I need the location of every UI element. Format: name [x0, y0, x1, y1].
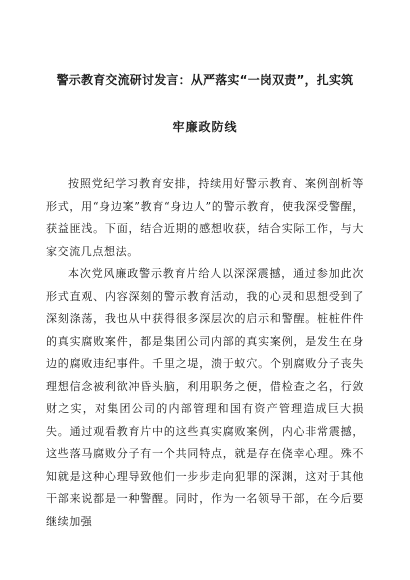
body-paragraph-2: 本次党风廉政警示教育片给人以深深震撼，通过参加此次形式直观、内容深刻的警示教育活动，我的心灵和思想受到了深刻涤荡，我也从中获得很多深层次的启示和警醒。桩桩件件的真实腐败案件，都是集团公司内部的真实案例，是发生在身边的腐败违纪事件。千里之堤，溃于蚁穴。个别腐败分子丧失理想信念被利欲冲昏头脑，利用职务之便，借检查之名，行敛财之实，对集团公司的内部管理和国有资产管理造成巨大损失。通过观看教育片中的这些真实腐败案例，内心非常震撼，这些落马腐败分子有一个共同特点，就是存在侥幸心理。殊不知就是这种心理导致他们一步步走向犯罪的深渊，这对于其他干部来说都是一种警醒。同时，作为一名领导干部，在今后要继续加强	[46, 267, 364, 528]
document-title-line-2: 牢廉政防线	[172, 120, 238, 134]
body-paragraph-1: 按照党纪学习教育安排，持续用好警示教育、案例剖析等形式，用“身边案”教育“身边人”的警示教育，使我深受警醒，获益匪浅。下面，结合近期的感想收获，结合实际工作，与大家交流几点想法。	[46, 177, 364, 258]
document-title-line-1: 警示教育交流研讨发言：从严落实“一岗双责”，扎实筑	[56, 73, 354, 87]
